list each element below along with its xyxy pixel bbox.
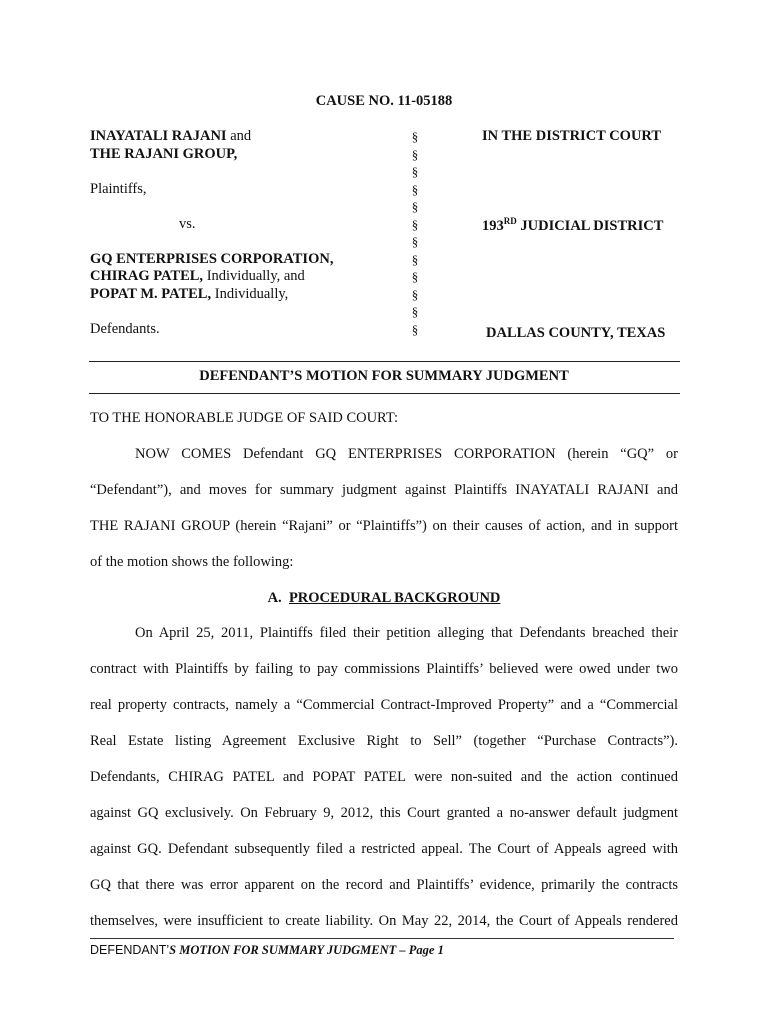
paragraph-line: real property contracts, namely a “Commercial Contract-Improved Property” and a “Commercial — [90, 697, 678, 713]
section-letter: A. — [267, 590, 282, 606]
defendant-2-suffix: Individually, and — [203, 268, 305, 284]
county-name: DALLAS COUNTY, TEXAS — [486, 325, 666, 341]
defendant-2-name: CHIRAG PATEL, — [90, 268, 204, 284]
section-symbol: § — [411, 234, 419, 249]
section-symbol: § — [411, 129, 419, 144]
section-symbol: § — [411, 146, 419, 162]
judicial-district — [482, 218, 663, 235]
defendant-1-name: GQ ENTERPRISES CORPORATION, — [90, 250, 334, 267]
intro-paragraph — [90, 436, 678, 580]
paragraph-line: THE RAJANI GROUP (herein “Rajani” or “Plaintiffs”) on their causes of action, and in support — [90, 518, 678, 534]
court-name: IN THE DISTRICT COURT — [482, 128, 662, 144]
background-paragraph — [90, 615, 678, 939]
section-heading — [0, 590, 768, 607]
paragraph-line: Defendants, CHIRAG PATEL and POPAT PATEL were non-suited and the action continued — [90, 769, 678, 785]
cause-number: CAUSE NO. 11-05188 — [315, 93, 453, 109]
page-footer — [90, 943, 444, 958]
section-symbol: § — [411, 251, 419, 267]
district-number: 193 — [482, 218, 504, 234]
section-symbol: § — [411, 321, 419, 337]
defendants-label: Defendants. — [90, 320, 160, 337]
footer-prefix: DEFENDANT’ — [90, 943, 170, 957]
paragraph-line: themselves, were insufficient to create liability. On May 22, 2014, the Court of Appeals rendered — [90, 913, 678, 929]
versus-label: vs. — [179, 215, 196, 232]
plaintiff-1-suffix: and — [226, 128, 252, 144]
district-label: JUDICIAL DISTRICT — [516, 218, 664, 234]
section-symbol: § — [411, 304, 419, 319]
paragraph-line: against GQ. Defendant subsequently filed a restricted appeal. The Court of Appeals agreed with — [90, 841, 678, 857]
plaintiff-1-name: INAYATALI RAJANI — [90, 128, 227, 144]
defendant-3-name: POPAT M. PATEL, — [90, 285, 212, 302]
paragraph-line: contract with Plaintiffs by failing to pay commissions Plaintiffs’ believed were owed under two — [90, 661, 678, 677]
footer-title: S MOTION FOR SUMMARY JUDGMENT – Page 1 — [169, 943, 444, 957]
section-heading-text: PROCEDURAL BACKGROUND — [288, 590, 501, 606]
salutation: TO THE HONORABLE JUDGE OF SAID COURT: — [90, 410, 399, 426]
paragraph-line: On April 25, 2011, Plaintiffs filed their petition alleging that Defendants breached their — [135, 625, 678, 641]
section-symbol-column — [408, 128, 422, 338]
paragraph-line: of the motion shows the following: — [90, 554, 294, 570]
paragraph-line: NOW COMES Defendant GQ ENTERPRISES CORPORATION (herein “GQ” or — [135, 446, 678, 462]
paragraph-line: Real Estate listing Agreement Exclusive Right to Sell” (together “Purchase Contracts”). — [90, 733, 678, 749]
paragraph-line: GQ that there was error apparent on the record and Plaintiffs’ evidence, primarily the contracts — [90, 877, 678, 893]
section-symbol: § — [411, 164, 419, 179]
section-symbol: § — [411, 181, 419, 197]
defendant-3-suffix: Individually, — [211, 285, 289, 302]
title-bottom-rule — [89, 393, 680, 394]
document-title: DEFENDANT’S MOTION FOR SUMMARY JUDGMENT — [199, 368, 569, 384]
defendant-2-line — [90, 268, 333, 286]
plaintiffs-label: Plaintiffs, — [90, 180, 147, 197]
section-symbol: § — [411, 286, 419, 302]
paragraph-line: “Defendant”), and moves for summary judgment against Plaintiffs INAYATALI RAJANI and — [90, 482, 678, 498]
defendant-3-line — [90, 286, 333, 304]
section-symbol: § — [411, 269, 419, 284]
plaintiff-2-name: THE RAJANI GROUP, — [90, 145, 238, 162]
footer-rule — [90, 938, 674, 939]
section-symbol: § — [411, 199, 419, 214]
district-ordinal: RD — [503, 216, 517, 227]
party-caption — [90, 128, 333, 338]
title-top-rule — [89, 361, 680, 362]
section-symbol: § — [411, 216, 419, 232]
paragraph-line: against GQ exclusively. On February 9, 2012, this Court granted a no-answer default judgment — [90, 805, 678, 821]
plaintiff-1-line — [90, 128, 333, 146]
